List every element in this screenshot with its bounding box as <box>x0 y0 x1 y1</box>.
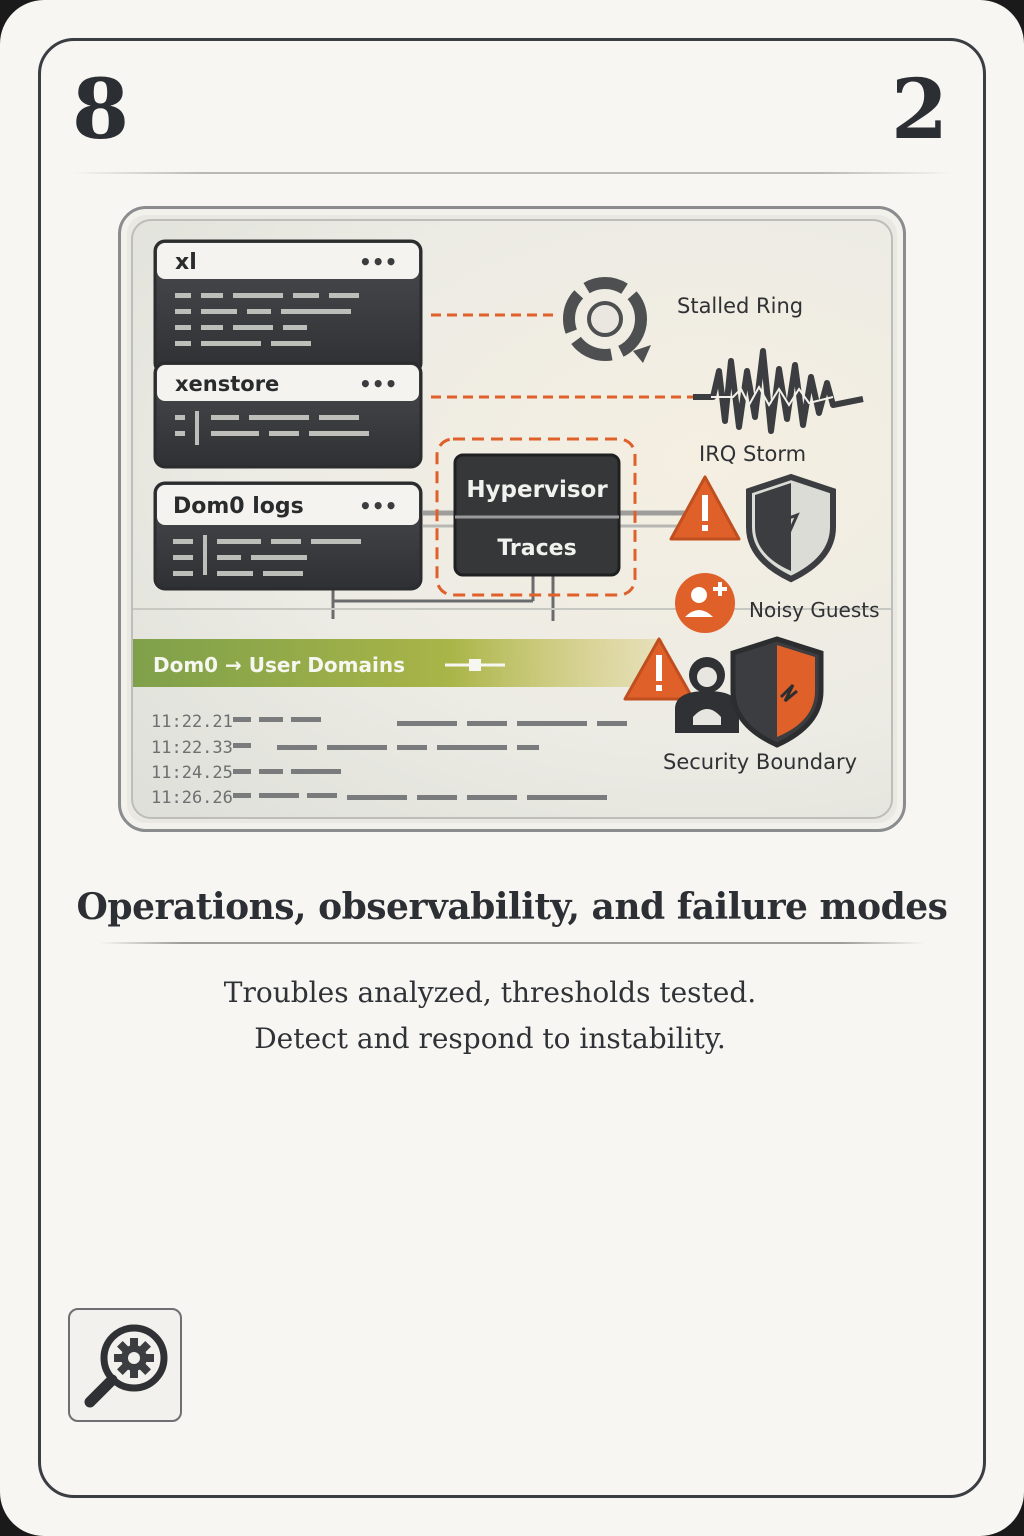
title-divider <box>100 942 924 944</box>
panel-xl <box>155 241 421 373</box>
trace-log <box>151 712 627 808</box>
card-title: Operations, observability, and failure modes <box>76 886 948 928</box>
top-right-number: 2 <box>890 62 948 158</box>
stalled-ring-icon <box>569 283 651 363</box>
noisy-guests-label: Noisy Guests <box>749 598 880 622</box>
irq-storm-icon <box>693 351 863 431</box>
hypervisor-subtitle: Traces <box>497 536 577 561</box>
user-icon <box>675 657 739 733</box>
irq-storm-label: IRQ Storm <box>699 442 807 466</box>
security-boundary-label: Security Boundary <box>663 750 858 774</box>
warning-icon <box>671 477 739 539</box>
domain-bar <box>133 639 663 687</box>
security-boundary-icon <box>733 639 821 745</box>
top-left-number: 8 <box>72 62 130 158</box>
panel-dom0-menu: ••• <box>359 494 398 518</box>
card-description-line1: Troubles analyzed, thresholds tested. <box>223 976 757 1009</box>
hypervisor-title: Hypervisor <box>466 477 608 503</box>
observability-diagram <box>133 221 893 819</box>
panel-dom0-logs <box>155 483 421 589</box>
panel-xl-menu: ••• <box>359 250 398 274</box>
panel-xenstore-menu: ••• <box>359 372 398 396</box>
panel-xenstore <box>155 363 421 467</box>
timestamp-3: 11:24.25 <box>151 763 233 783</box>
cracked-shield-icon <box>749 477 833 579</box>
timestamp-2: 11:22.33 <box>151 738 233 758</box>
card-illustration <box>118 206 906 832</box>
domain-bar-label: Dom0 → User Domains <box>153 653 405 677</box>
top-divider <box>72 172 952 174</box>
panel-xenstore-label: xenstore <box>175 372 280 396</box>
magnifier-gear-icon <box>76 1316 176 1416</box>
noisy-guest-icon <box>675 573 735 633</box>
timestamp-4: 11:26.26 <box>151 788 233 808</box>
hypervisor-traces-box <box>437 439 635 595</box>
stalled-ring-label: Stalled Ring <box>677 294 804 318</box>
card-description-line2: Detect and respond to instability. <box>254 1022 726 1055</box>
card-type-badge <box>68 1308 182 1422</box>
panel-xl-label: xl <box>175 250 197 275</box>
panel-dom0-label: Dom0 logs <box>173 494 304 519</box>
timestamp-1: 11:22.21 <box>151 712 233 732</box>
